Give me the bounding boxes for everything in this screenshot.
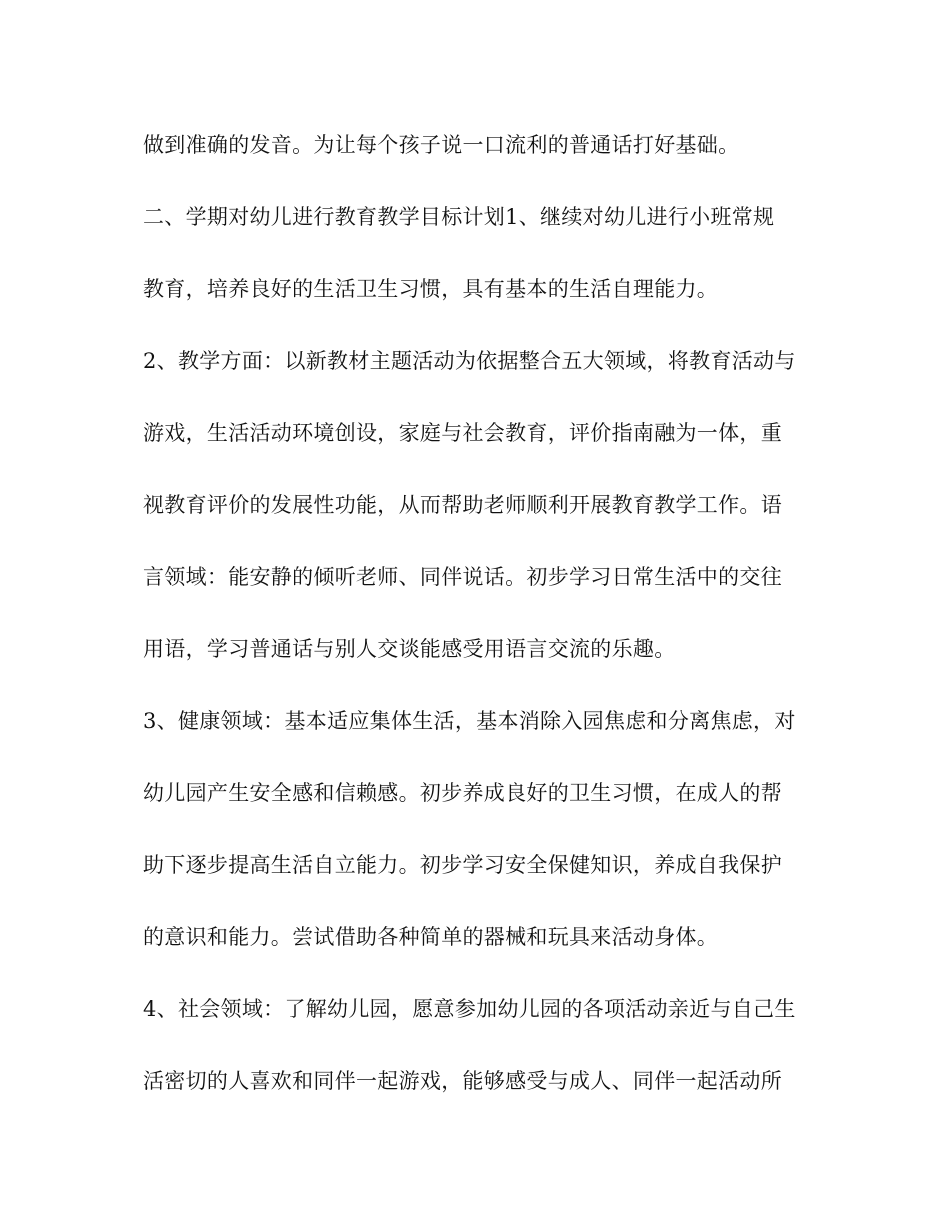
text-line: 的意识和能力。尝试借助各种简单的器械和玩具来活动身体。 bbox=[143, 925, 719, 949]
text-line: 助下逐步提高生活自立能力。初步学习安全保健知识，养成自我保护 bbox=[143, 853, 782, 877]
text-line: 3、健康领域：基本适应集体生活，基本消除入园焦虑和分离焦虑，对 bbox=[143, 709, 796, 733]
text-line: 游戏，生活活动环境创设，家庭与社会教育，评价指南融为一体，重 bbox=[143, 421, 782, 445]
text-line: 用语，学习普通话与别人交谈能感受用语言交流的乐趣。 bbox=[143, 637, 676, 661]
text-line: 言领域：能安静的倾听老师、同伴说话。初步学习日常生活中的交往 bbox=[143, 565, 782, 589]
text-line: 做到准确的发音。为让每个孩子说一口流利的普通话打好基础。 bbox=[143, 133, 740, 157]
text-line: 4、社会领域：了解幼儿园，愿意参加幼儿园的各项活动亲近与自己生 bbox=[143, 997, 796, 1021]
text-line: 二、学期对幼儿进行教育教学目标计划1、继续对幼儿进行小班常规 bbox=[143, 205, 775, 229]
text-line: 视教育评价的发展性功能，从而帮助老师顺利开展教育教学工作。语 bbox=[143, 493, 782, 517]
text-line: 2、教学方面：以新教材主题活动为依据整合五大领域，将教育活动与 bbox=[143, 349, 796, 373]
text-line: 幼儿园产生安全感和信赖感。初步养成良好的卫生习惯，在成人的帮 bbox=[143, 781, 782, 805]
text-line: 教育，培养良好的生活卫生习惯，具有基本的生活自理能力。 bbox=[143, 277, 719, 301]
text-line: 活密切的人喜欢和同伴一起游戏，能够感受与成人、同伴一起活动所 bbox=[143, 1069, 782, 1093]
